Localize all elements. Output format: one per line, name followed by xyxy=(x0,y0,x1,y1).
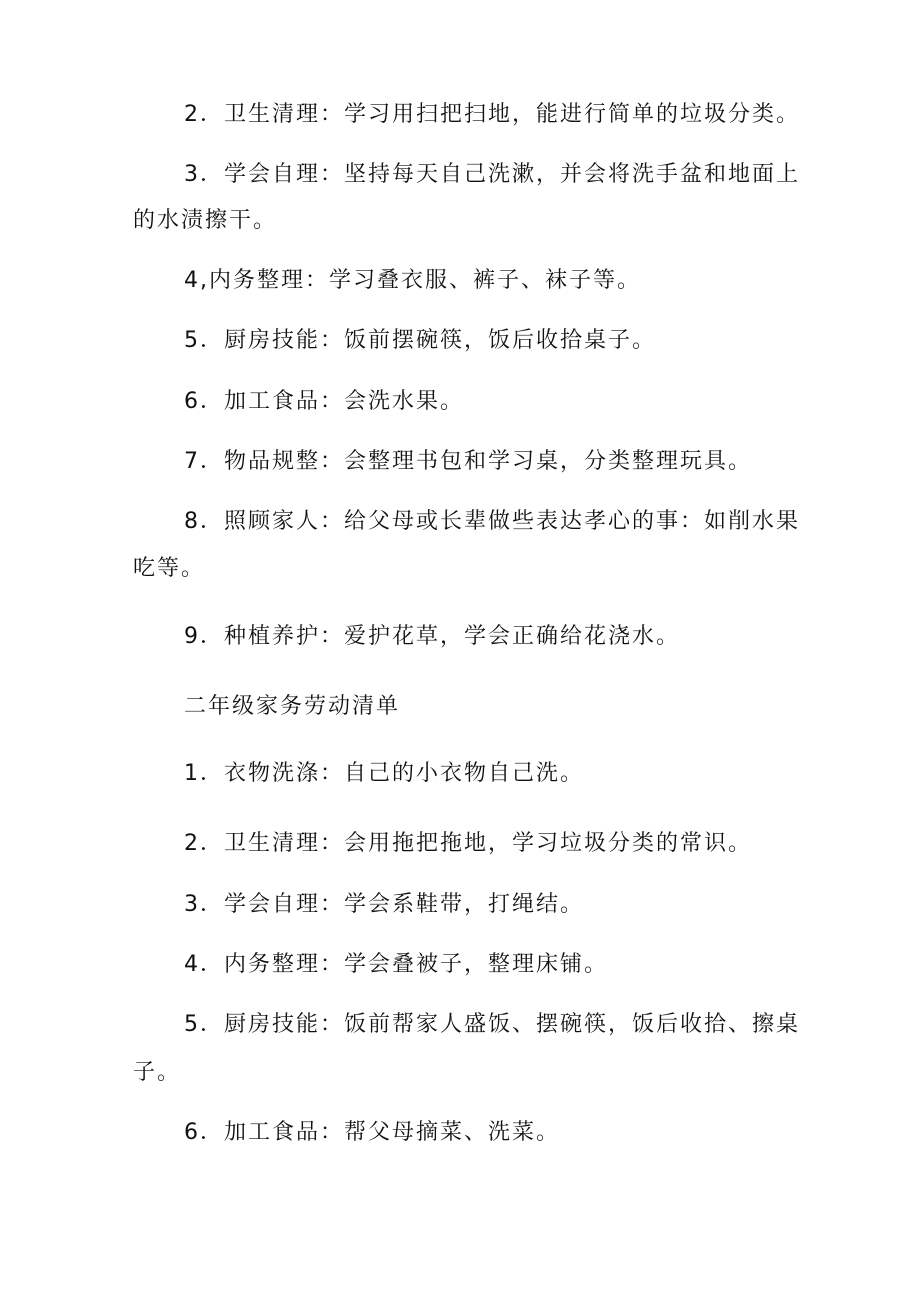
g2-item-4-line-1: 4．内务整理：学会叠被子，整理床铺。 xyxy=(184,952,608,977)
g1-item-8-line-1: 8．照顾家人：给父母或长辈做些表达孝心的事：如削水果 xyxy=(184,509,800,534)
g2-item-3-line-1: 3．学会自理：学会系鞋带，打绳结。 xyxy=(184,892,584,917)
g2-item-6-line-1: 6．加工食品：帮父母摘菜、洗菜。 xyxy=(184,1120,560,1145)
g1-item-9-line-1: 9．种植养护：爱护花草，学会正确给花浇水。 xyxy=(184,624,680,649)
g2-item-5-line-2: 子。 xyxy=(133,1060,182,1085)
grade-2-heading: 二年级家务劳动清单 xyxy=(184,694,401,719)
g1-item-5-line-1: 5．厨房技能：饭前摆碗筷，饭后收拾桌子。 xyxy=(184,328,656,353)
g1-item-4-line-1: 4,内务整理：学习叠衣服、裤子、袜子等。 xyxy=(184,268,641,293)
g1-item-2-line-1: 2．卫生清理：学习用扫把扫地，能进行简单的垃圾分类。 xyxy=(184,102,800,127)
g1-item-7-line-1: 7．物品规整：会整理书包和学习桌，分类整理玩具。 xyxy=(184,449,752,474)
g1-item-6-line-1: 6．加工食品：会洗水果。 xyxy=(184,389,464,414)
g1-item-3-line-2: 的水渍擦干。 xyxy=(133,208,278,233)
g2-item-2-line-1: 2．卫生清理：会用拖把拖地，学习垃圾分类的常识。 xyxy=(184,831,752,856)
g1-item-8-line-2: 吃等。 xyxy=(133,556,206,581)
g1-item-3-line-1: 3．学会自理：坚持每天自己洗漱，并会将洗手盆和地面上 xyxy=(184,162,800,187)
g2-item-1-line-1: 1．衣物洗涤：自己的小衣物自己洗。 xyxy=(184,761,584,786)
g2-item-5-line-1: 5．厨房技能：饭前帮家人盛饭、摆碗筷，饭后收拾、擦桌 xyxy=(184,1012,800,1037)
